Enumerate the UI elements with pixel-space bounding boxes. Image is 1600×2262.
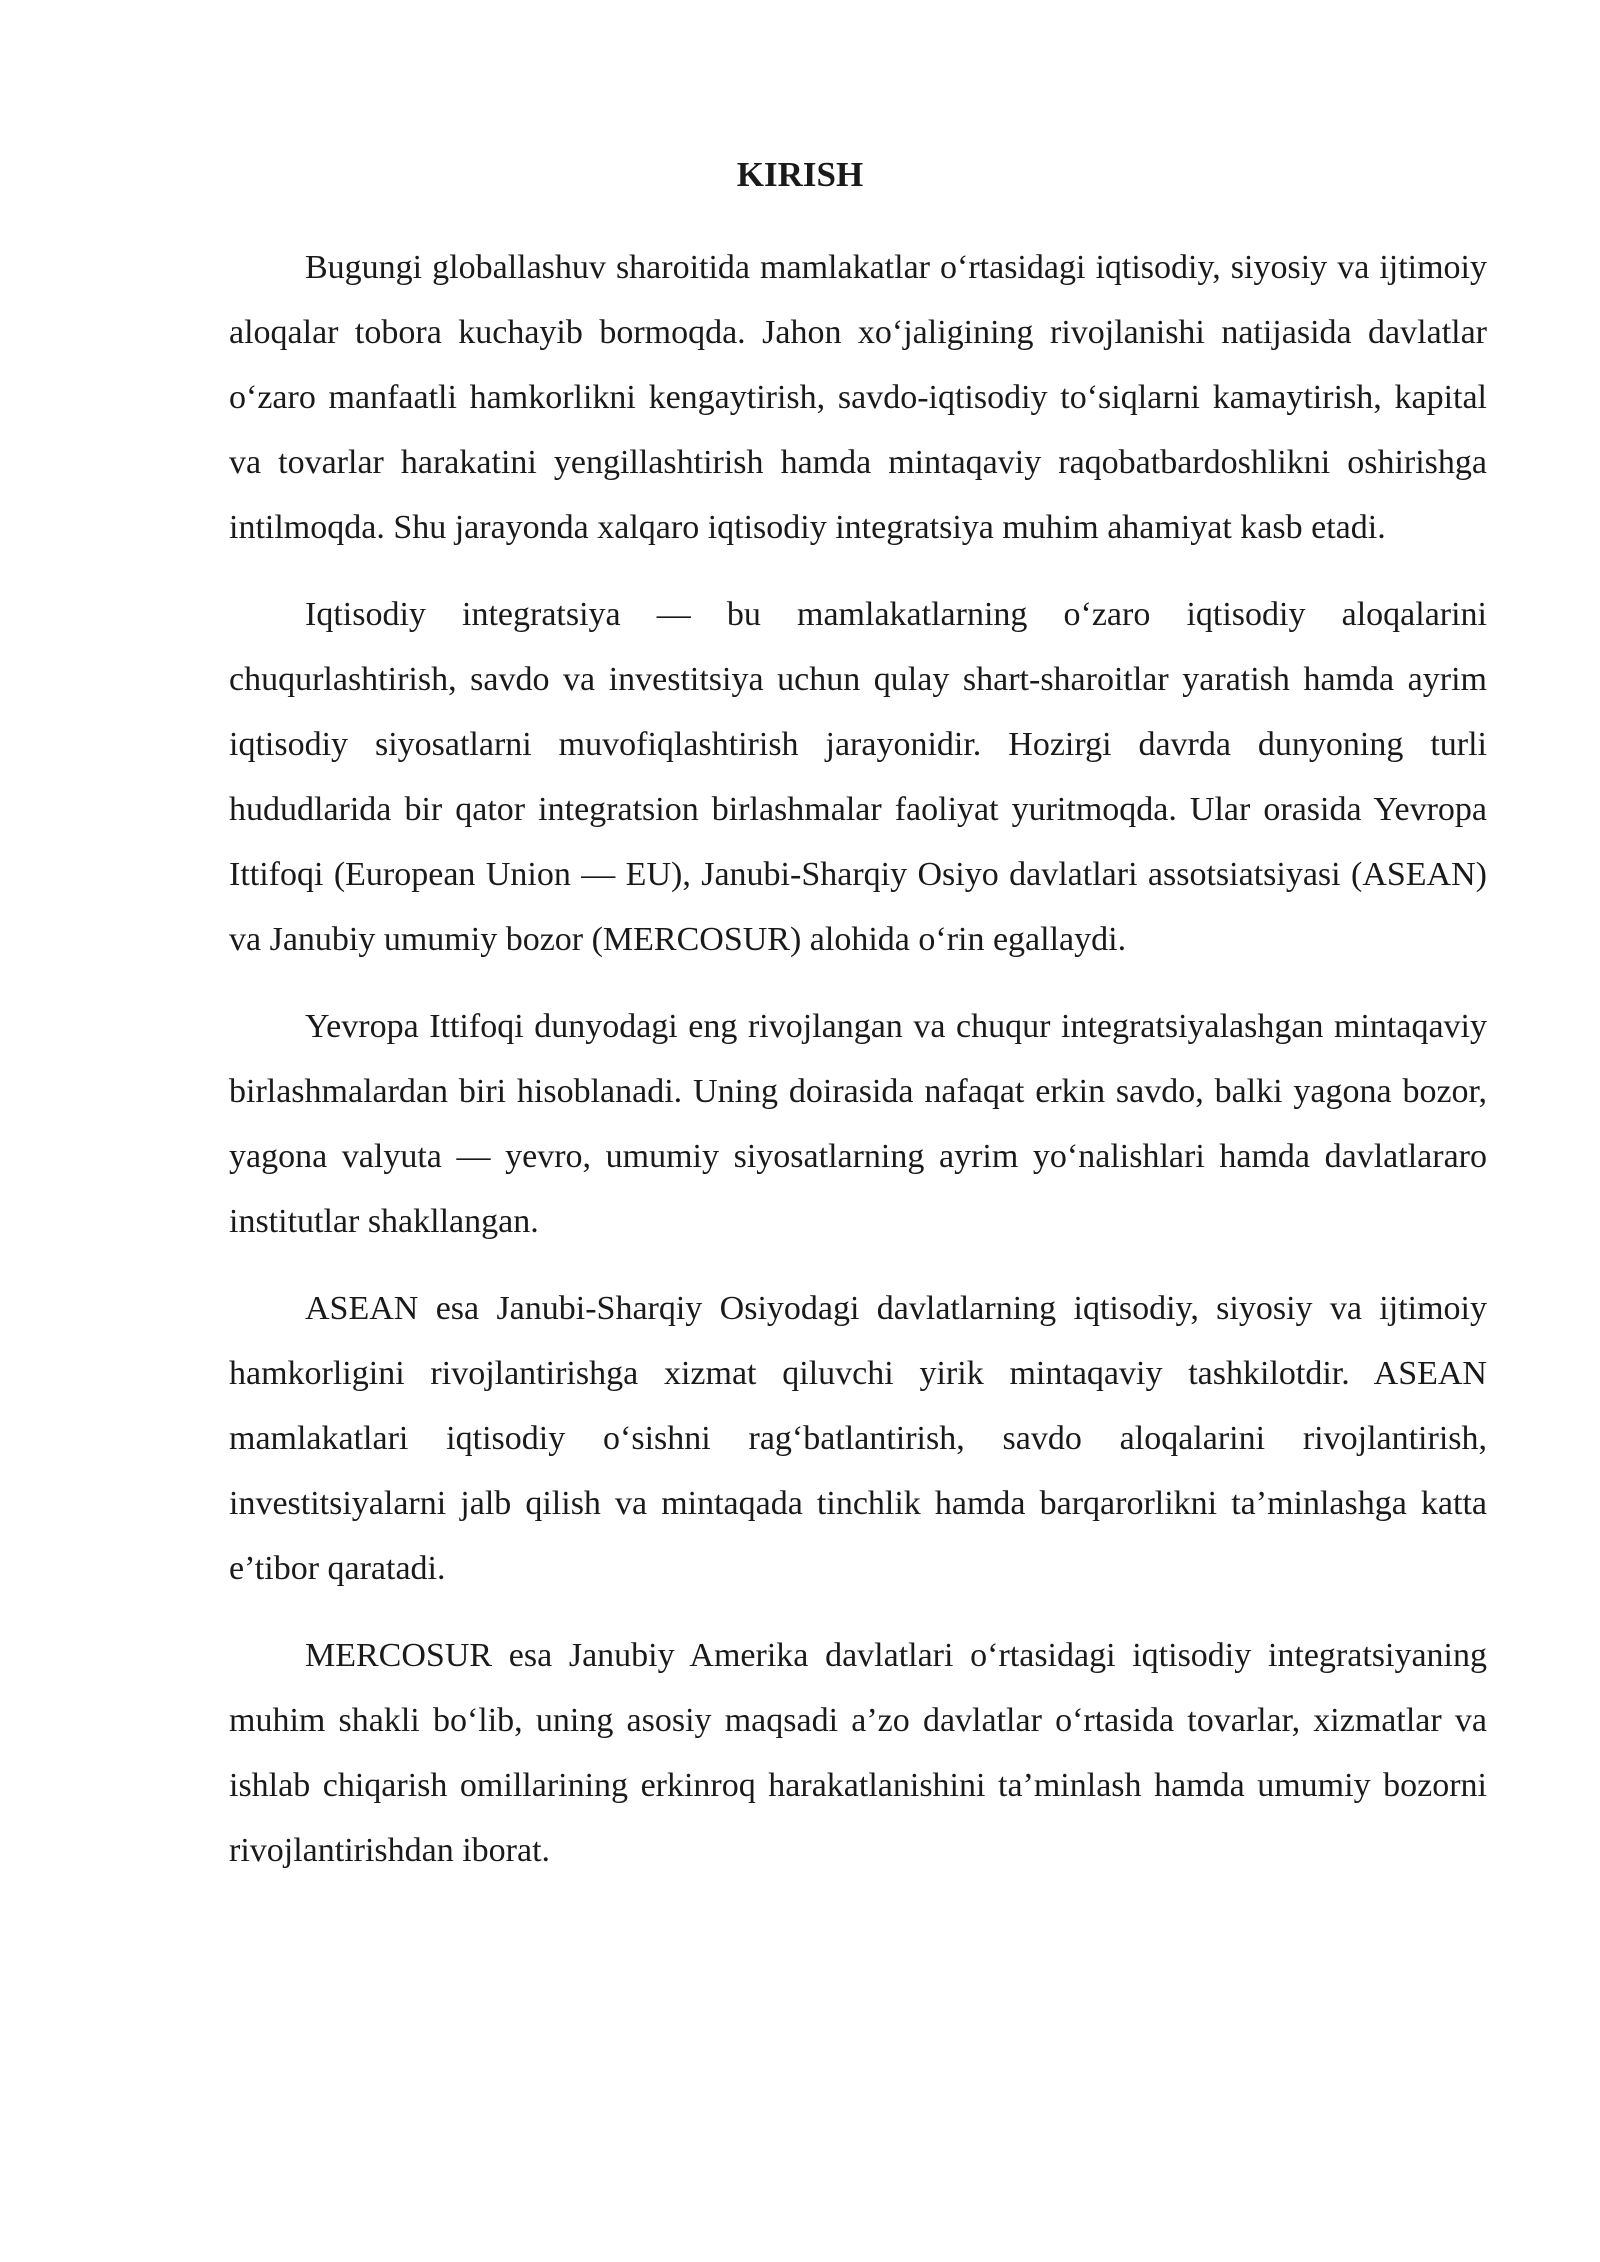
page-title: KIRISH bbox=[736, 155, 864, 194]
document-body bbox=[229, 235, 1487, 1905]
paragraph-5: MERCOSUR esa Janubiy Amerika davlatlari o‘rtasidagi iqtisodiy integratsiyaning muhim shakli bo‘lib, uning asosiy maqsadi a’zo davlatlar o‘rtasida tovarlar, xizmatlar va ishlab chiqarish omillarining erkinroq harakatlanishini ta’minlash hamda umumiy bozorni rivojlantirishdan iborat. bbox=[229, 1637, 1487, 1869]
paragraph-4: ASEAN esa Janubi-Sharqiy Osiyodagi davlatlarning iqtisodiy, siyosiy va ijtimoiy hamkorligini rivojlantirishga xizmat qiluvchi yirik mintaqaviy tashkilotdir. ASEAN mamlakatlari iqtisodiy o‘sishni rag‘batlantirish, savdo aloqalarini rivojlantirish, investitsiyalarni jalb qilish va mintaqada tinchlik hamda barqarorlikni ta’minlashga katta e’tibor qaratadi. bbox=[229, 1290, 1487, 1587]
paragraph-2: Iqtisodiy integratsiya — bu mamlakatlarning o‘zaro iqtisodiy aloqalarini chuqurlashtirish, savdo va investitsiya uchun qulay shart-sharoitlar yaratish hamda ayrim iqtisodiy siyosatlarni muvofiqlashtirish jarayonidir. Hozirgi davrda dunyoning turli hududlarida bir qator integratsion birlashmalar faoliyat yuritmoqda. Ular orasida Yevropa Ittifoqi (European Union — EU), Janubi-Sharqiy Osiyo davlatlari assotsiatsiyasi (ASEAN) va Janubiy umumiy bozor (MERCOSUR) alohida o‘rin egallaydi. bbox=[229, 596, 1487, 958]
paragraph-3: Yevropa Ittifoqi dunyodagi eng rivojlangan va chuqur integratsiyalashgan mintaqaviy birlashmalardan biri hisoblanadi. Uning doirasida nafaqat erkin savdo, balki yagona bozor, yagona valyuta — yevro, umumiy siyosatlarning ayrim yo‘nalishlari hamda davlatlararo institutlar shakllangan. bbox=[229, 1008, 1487, 1240]
paragraph-1: Bugungi globallashuv sharoitida mamlakatlar o‘rtasidagi iqtisodiy, siyosiy va ijtimoiy aloqalar tobora kuchayib bormoqda. Jahon xo‘jaligining rivojlanishi natijasida davlatlar o‘zaro manfaatli hamkorlikni kengaytirish, savdo-iqtisodiy to‘siqlarni kamaytirish, kapital va tovarlar harakatini yengillashtirish hamda mintaqaviy raqobatbardoshlikni oshirishga intilmoqda. Shu jarayonda xalqaro iqtisodiy integratsiya muhim ahamiyat kasb etadi. bbox=[229, 249, 1487, 546]
